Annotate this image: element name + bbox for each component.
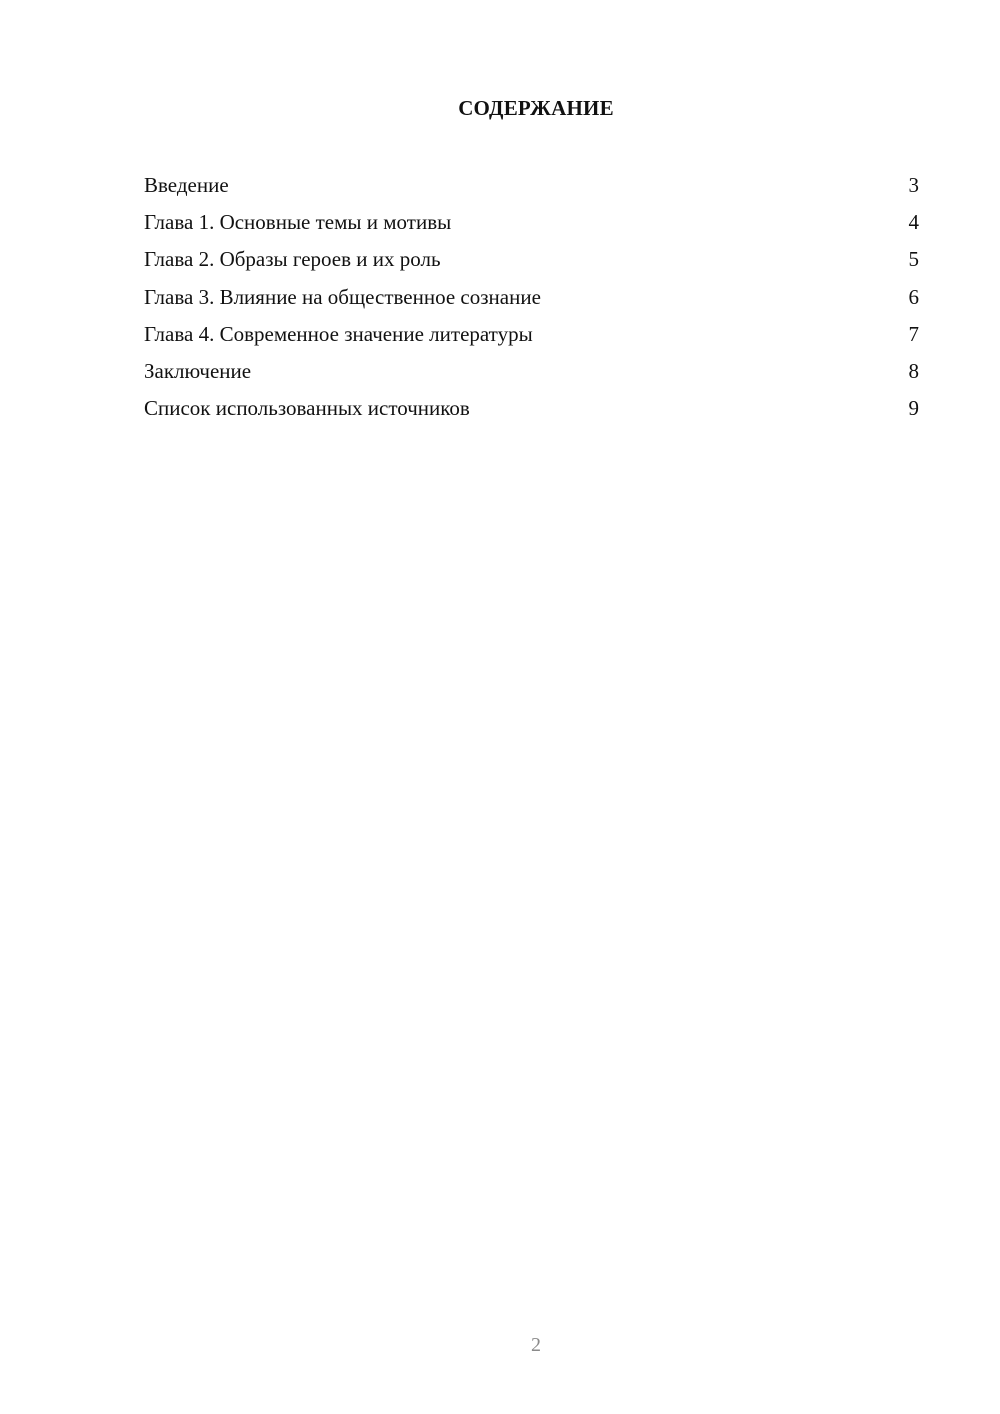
- page-number: 2: [531, 1334, 541, 1356]
- toc-entry-conclusion: [144, 356, 919, 393]
- toc-entry-chapter-4: [144, 319, 919, 356]
- toc-entry-label: Список использованных источников: [144, 396, 470, 421]
- toc-entry-chapter-3: [144, 282, 919, 319]
- toc-entry-page-number: 4: [908, 210, 919, 235]
- table-of-contents: [144, 170, 919, 430]
- toc-entry-page-number: 3: [908, 173, 919, 197]
- toc-entry-introduction: [144, 170, 919, 207]
- page-title: СОДЕРЖАНИЕ: [458, 96, 614, 120]
- toc-entry-chapter-1: [144, 207, 919, 244]
- toc-entry-label: Глава 1. Основные темы и мотивы: [144, 210, 452, 235]
- toc-entry-chapter-2: [144, 244, 919, 281]
- toc-entry-label: Глава 3. Влияние на общественное сознание: [144, 284, 541, 309]
- toc-entry-label: Глава 4. Современное значение литературы: [144, 321, 533, 346]
- toc-entry-label: Заключение: [144, 358, 252, 383]
- toc-entry-page-number: 8: [908, 358, 919, 383]
- toc-entry-label: Глава 2. Образы героев и их роль: [144, 247, 441, 272]
- toc-entry-bibliography: [144, 393, 919, 430]
- toc-entry-page-number: 7: [908, 321, 919, 346]
- toc-entry-label: Введение: [144, 173, 229, 197]
- toc-entry-page-number: 6: [908, 284, 919, 309]
- toc-entry-page-number: 5: [908, 247, 919, 272]
- toc-entry-page-number: 9: [908, 396, 919, 421]
